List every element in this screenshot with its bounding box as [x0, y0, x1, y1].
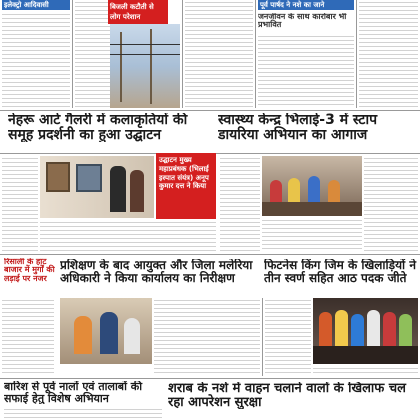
top-band — [0, 0, 420, 110]
headline-operation-suraksha: शराब के नशे में वाहन चलाने वालों के खिलाफ चल रहा आपरेशन सुरक्षा — [168, 382, 406, 410]
headline-stop-diarrhea: स्वास्थ्य केन्द्र भिलाई-3 में स्टाप डायरिया अभियान का आगाज — [218, 113, 378, 143]
headline-fitness-medals: फिटनेस किंग जिम के खिलाड़ियों ने तीन स्वर्ण सहित आठ पदक जीते — [264, 259, 416, 285]
lower-left-text — [2, 298, 54, 376]
top-col-5-kicker: जनजीवन के साथ कारोबार भी प्रभावित — [258, 13, 347, 30]
diarrhea-text-3 — [262, 218, 362, 252]
power-lines-photo — [110, 24, 180, 108]
fitness-medals-photo — [313, 298, 418, 364]
left-col-text — [2, 156, 38, 252]
headline-training-inspection: प्रशिक्षण के बाद आयुक्त और जिला मलेरिया अधिकारी ने किया कार्यालय का निरीक्षण — [60, 259, 253, 285]
top-col-6-text — [359, 0, 418, 108]
top-col-1-text — [2, 12, 70, 108]
top-col-5-text — [258, 34, 354, 108]
headline-art-gallery: नेहरू आर्ट गैलरी में कलाकृतियों की समूह प्रदर्शनी का हुआ उद्घाटन — [8, 113, 188, 143]
power-cut-banner: बिजली कटौती से लोग परेशान — [108, 0, 168, 24]
health-meeting-photo — [262, 156, 362, 216]
inspection-photo — [60, 298, 152, 364]
diarrhea-text-1 — [220, 156, 260, 252]
mid-left-text — [40, 220, 216, 252]
fitness-text-2 — [313, 366, 418, 376]
top-col-4-text — [185, 0, 253, 108]
inspection-text — [154, 298, 260, 376]
top-col-1 — [2, 0, 70, 108]
diarrhea-text-2 — [364, 156, 418, 252]
red-caption-box: उद्घाटन मुख्य महाप्रबंधक (भिलाई इस्पात संयंत्र) अनूप कुमार दत्त ने किया — [156, 153, 216, 219]
top-col-5-header: पूर्व पार्षद ने नशे का जाने — [258, 0, 354, 10]
art-gallery-photo — [40, 156, 154, 218]
headline-cock-fight: रिसाली के हाट बाजार में मुर्गों की लड़ाई पर नजर — [4, 258, 55, 283]
headline-drain-cleaning: बारिश से पूर्व नालों एवं तालाबों की सफाई हेतु विशेष अभियान — [4, 381, 143, 405]
drain-text — [4, 407, 162, 420]
fitness-text — [265, 298, 311, 376]
top-col-1-header: इलेक्ट्रो आदिवासी — [2, 0, 70, 10]
